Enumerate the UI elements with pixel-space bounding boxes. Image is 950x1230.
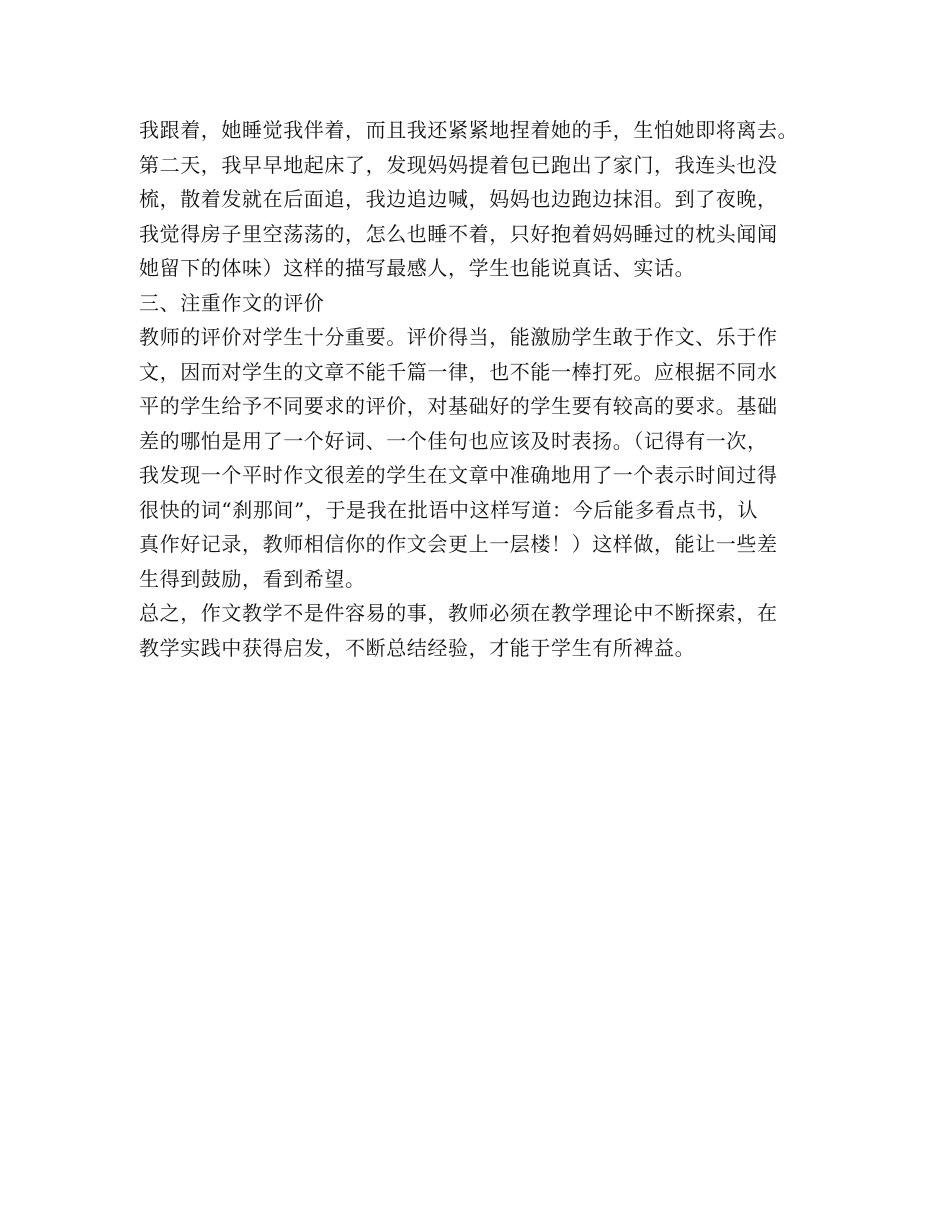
text-line: 梳，散着发就在后面追，我边追边喊，妈妈也边跑边抹泪。到了夜晚， <box>139 187 778 211</box>
text-line: 文，因而对学生的文章不能千篇一律，也不能一棒打死。应根据不同水 <box>139 359 778 384</box>
text-line: 真作好记录，教师相信你的作文会更上一层楼！）这样做，能让一些差 <box>139 532 778 556</box>
text-line: 我发现一个平时作文很差的学生在文章中准确地用了一个表示时间过得 <box>139 463 778 487</box>
document-body <box>139 113 839 665</box>
text-line: 我觉得房子里空荡荡的，怎么也睡不着，只好抱着妈妈睡过的枕头闻闻 <box>139 221 778 246</box>
text-line: 生得到鼓励，看到希望。 <box>139 566 366 591</box>
text-line: 教学实践中获得启发，不断总结经验，才能于学生有所裨益。 <box>139 635 696 660</box>
text-line: 教师的评价对学生十分重要。评价得当，能激励学生敢于作文、乐于作 <box>139 325 778 349</box>
text-line: 她留下的体味）这样的描写最感人，学生也能说真话、实话。 <box>139 256 696 280</box>
text-line: 平的学生给予不同要求的评价，对基础好的学生要有较高的要求。基础 <box>139 394 778 418</box>
text-line: 我跟着，她睡觉我伴着，而且我还紧紧地捏着她的手，生怕她即将离去。 <box>139 118 799 142</box>
text-line: 总之，作文教学不是件容易的事，教师必须在教学理论中不断探索，在 <box>139 601 778 625</box>
text-line: 第二天，我早早地起床了，发现妈妈提着包已跑出了家门，我连头也没 <box>139 152 778 177</box>
section-heading: 三、注重作文的评价 <box>139 290 325 315</box>
text-line: 差的哪怕是用了一个好词、一个佳句也应该及时表扬。（记得有一次， <box>139 428 768 453</box>
text-line: 很快的词“刹那间”，于是我在批语中这样写道：今后能多看点书，认 <box>139 497 759 522</box>
